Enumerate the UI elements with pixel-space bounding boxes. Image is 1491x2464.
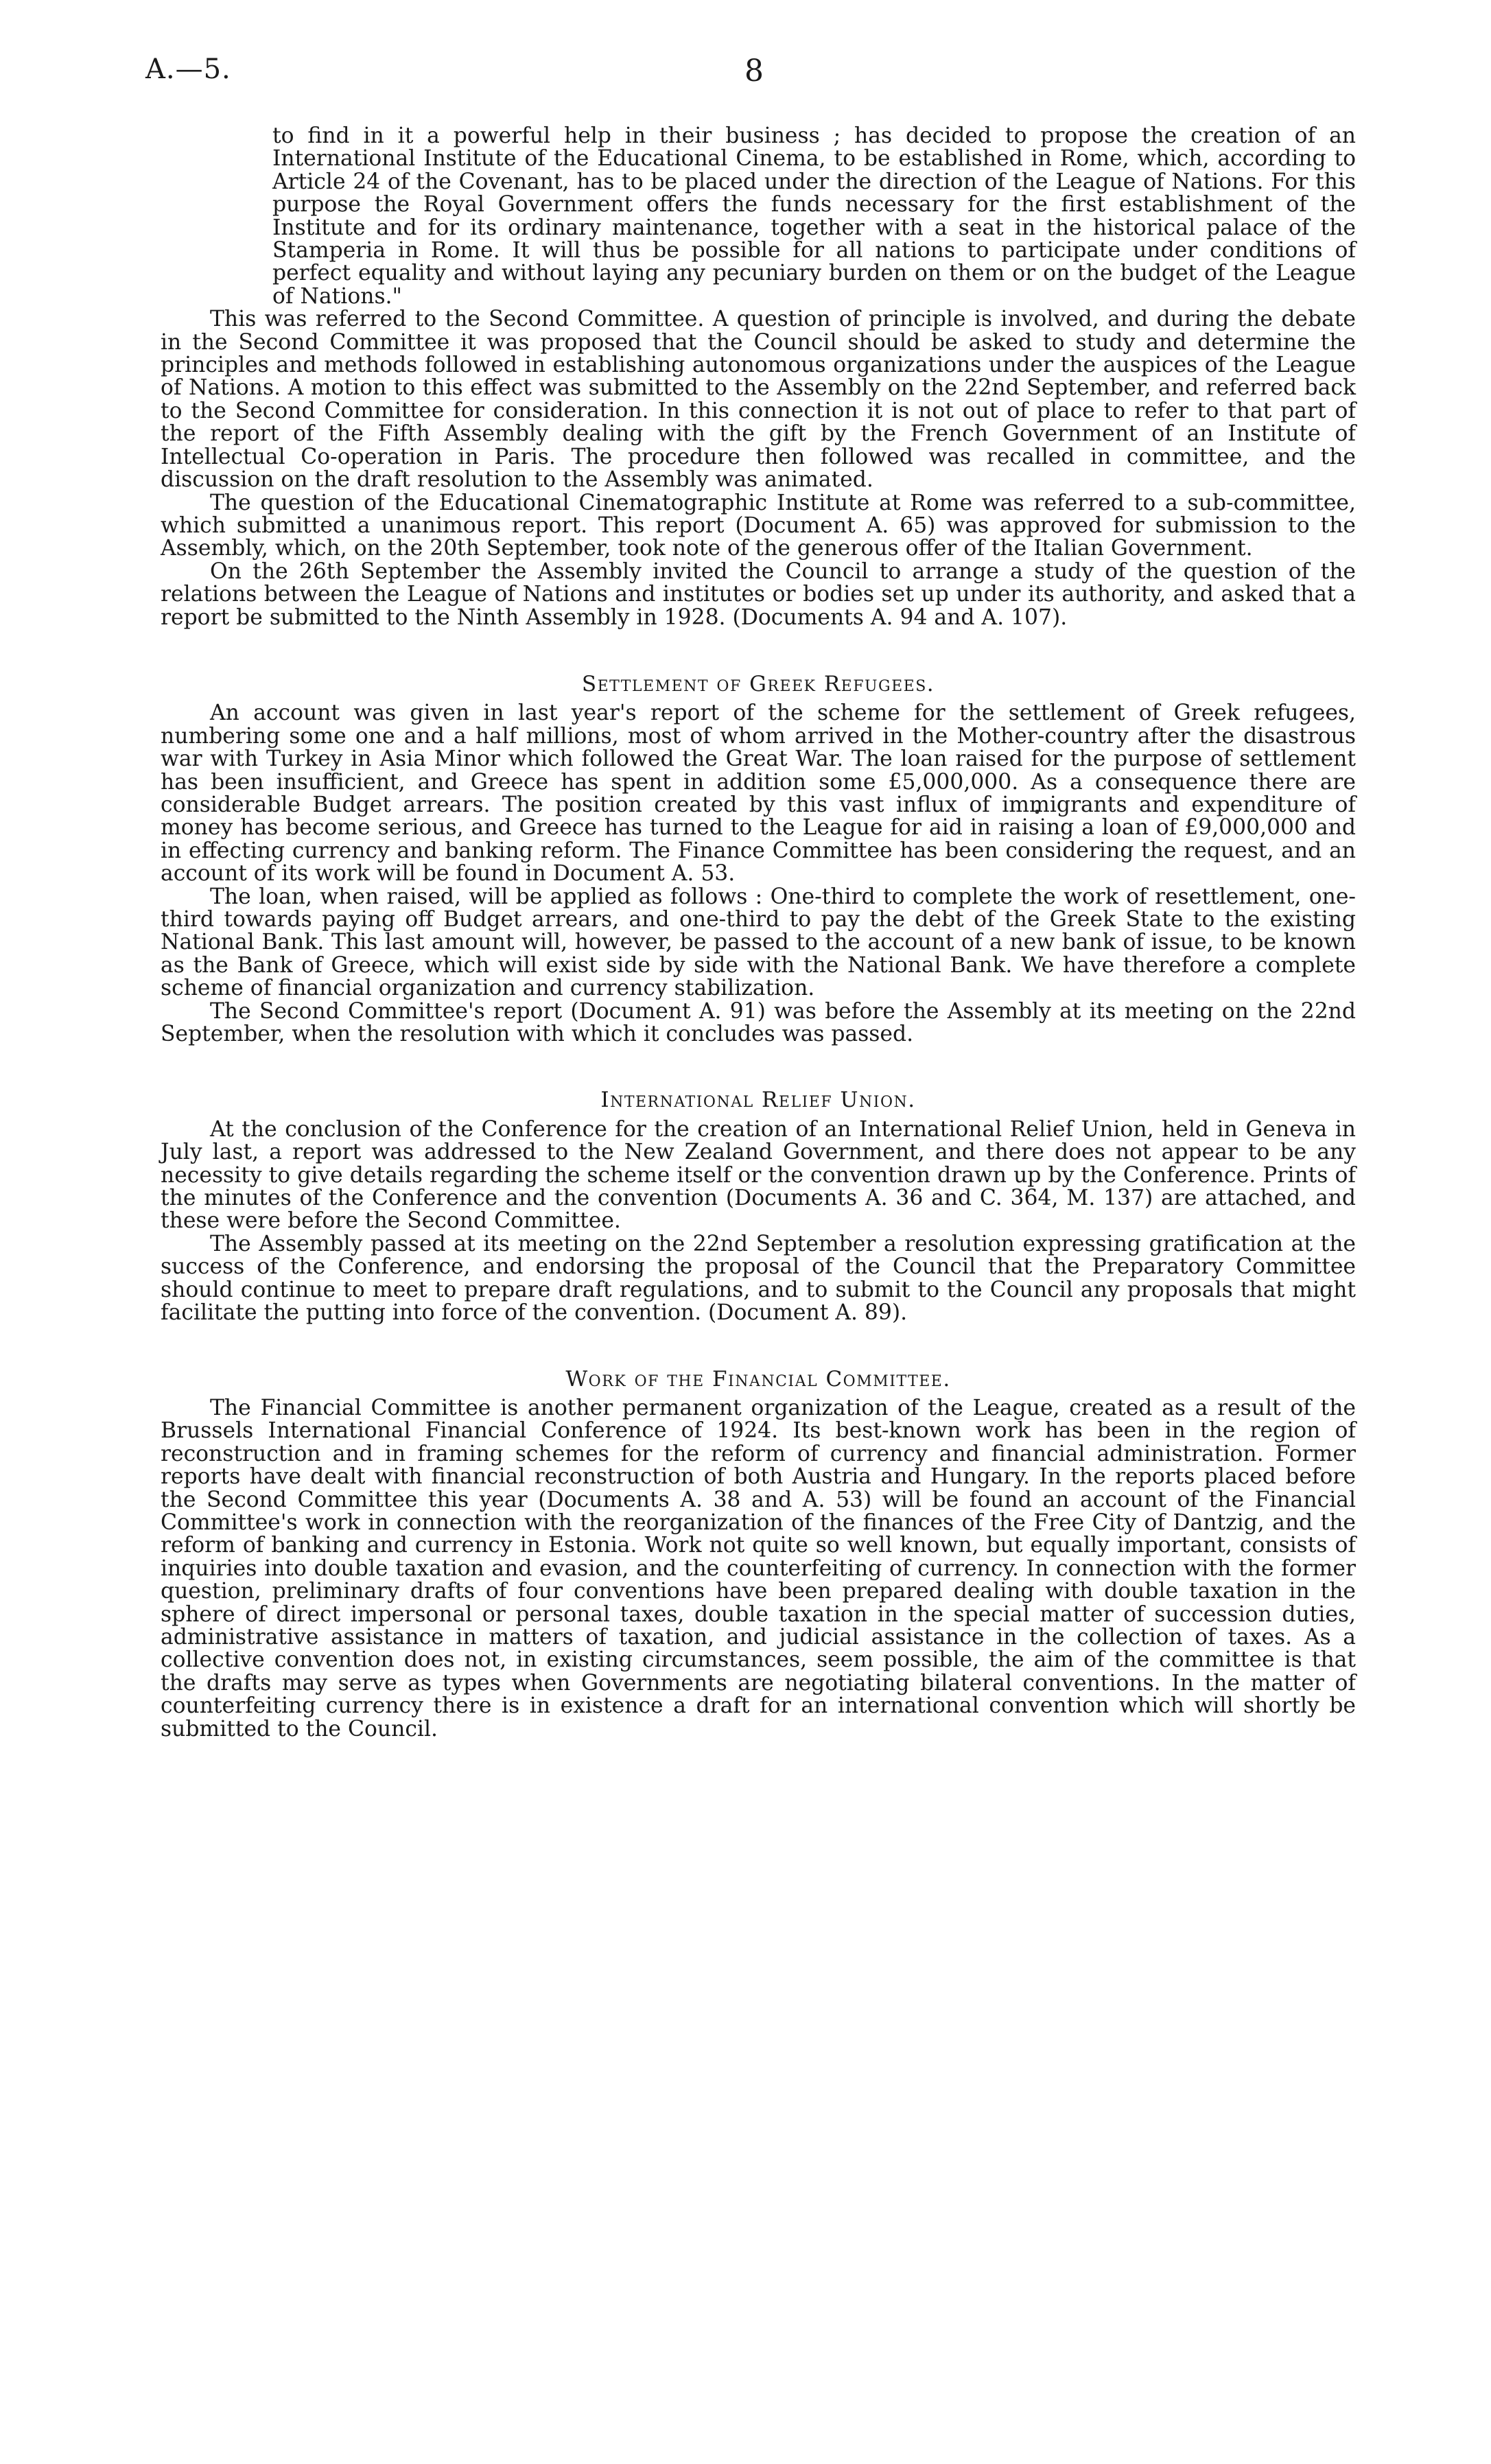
paragraph: At the conclusion of the Conference for the creation of an International Relief Union, held in Geneva in July last, a report was addressed to the New Zealand Government, and there does not appear to be any necessity to give details regarding the scheme itself or the convention drawn up by the Conference. Prints of the minutes of the Conference and the convention (Documents A. 36 and C. 364, M. 137) are attached, and these were before the Second Committee. [161, 1116, 1356, 1234]
paragraph: The loan, when raised, will be applied as follows : One-third to complete the work of resettlement, one-third towards paying off Budget arrears, and one-third to pay the debt of the Greek State to the existing National Bank. This last amount will, however, be passed to the account of a new bank of issue, to be known as the Bank of Greece, which will exist side by side with the National Bank. We have therefore a complete scheme of financial organization and currency stabilization. [161, 884, 1356, 1001]
section-heading-financial-committee: Work of the Financial Committee. [565, 1366, 951, 1392]
quoted-resolution-text: to find in it a powerful help in their business ; has decided to propose the creation of an International Institute of the Educational Cinema, to be established in Rome, which, according to Article 24 of the Covenant, has to be placed under the direction of the League of Nations. For this purpose the Royal Government offers the funds necessary for the first establishment of the Institute and for its ordinary maintenance, together with a seat in the historical palace of the Stamperia in Rome. It will thus be possible for all nations to participate under conditions of perfect equality and without laying any pecuniary burden on them or on the budget of the League of Nations." [272, 124, 1356, 309]
paragraph: The Financial Committee is another permanent organization of the League, created as a result of the Brussels International Financial Conference of 1924. Its best-known work has been in the region of reconstruction and in framing schemes for the reform of currency and financial administration. Former reports have dealt with financial reconstruction of both Austria and Hungary. In the reports placed before the Second Committee this year (Documents A. 38 and A. 53) will be found an account of the Financial Committee's work in connection with the reorganization of the finances of the Free City of Dantzig, and the reform of banking and currency in Estonia. Work not quite so well known, but equally important, consists of inquiries into double taxation and evasion, and the counterfeiting of currency. In connection with the former question, preliminary drafts of four conventions have been prepared dealing with double taxation in the sphere of direct impersonal or personal taxes, double taxation in the special matter of succession duties, administrative assistance in matters of taxation, and judicial assistance in the collection of taxes. As a collective convention does not, in existing circumstances, seem possible, the aim of the committee is that the drafts may serve as types when Governments are negotiating bilateral conventions. In the matter of counterfeiting currency there is in existence a draft for an international convention which will shortly be submitted to the Council. [161, 1395, 1356, 1741]
document-reference: A.—5. [145, 54, 231, 85]
paragraph: This was referred to the Second Committee. A question of principle is involved, and during the debate in the Second Committee it was proposed that the Council should be asked to study and determine the principles and methods followed in establishing autonomous organizations under the auspices of the League of Nations. A motion to this effect was submitted to the Assembly on the 22nd September, and referred back to the Second Committee for consideration. In this connection it is not out of place to refer to that part of the report of the Fifth Assembly dealing with the gift by the French Government of an Institute of Intellectual Co-operation in Paris. The procedure then followed was recalled in committee, and the discussion on the draft resolution to the Assembly was animated. [161, 307, 1356, 493]
paragraph: The Assembly passed at its meeting on the 22nd September a resolution expressing gratification at the success of the Conference, and endorsing the proposal of the Council that the Preparatory Committee should continue to meet to prepare draft regulations, and to submit to the Council any proposals that might facilitate the putting into force of the convention. (Document A. 89). [161, 1231, 1356, 1326]
paragraph: On the 26th September the Assembly invited the Council to arrange a study of the question of the relations between the League of Nations and institutes or bodies set up under its authority, and asked that a report be submitted to the Ninth Assembly in 1928. (Documents A. 94 and A. 107). [161, 559, 1356, 630]
paragraph: The question of the Educational Cinematographic Institute at Rome was referred to a sub-committee, which submitted a unanimous report. This report (Document A. 65) was approved for submission to the Assembly, which, on the 20th September, took note of the generous offer of the Italian Government. [161, 490, 1356, 561]
section-heading-greek-refugees: Settlement of Greek Refugees. [581, 671, 935, 696]
section-heading-relief-union: International Relief Union. [600, 1088, 916, 1113]
page-number: 8 [744, 54, 764, 89]
paragraph: The Second Committee's report (Document A. 91) was before the Assembly at its meeting on the 22nd September, when the resolution with which it concludes was passed. [161, 998, 1356, 1047]
page-body [161, 125, 1356, 1741]
paragraph: An account was given in last year's report of the scheme for the settlement of Greek refugees, numbering some one and a half millions, most of whom arrived in the Mother-country after the disastrous war with Turkey in Asia Minor which followed the Great War. The loan raised for the purpose of settlement has been insufficient, and Greece has spent in addition some £5,000,000. As a consequence there are considerable Budget arrears. The position created by this vast influx of immigrants and expenditure of money has become serious, and Greece has turned to the League for aid in raising a loan of £9,000,000 and in effecting currency and banking reform. The Finance Committee has been considering the request, and an account of its work will be found in Document A. 53. [161, 701, 1356, 887]
